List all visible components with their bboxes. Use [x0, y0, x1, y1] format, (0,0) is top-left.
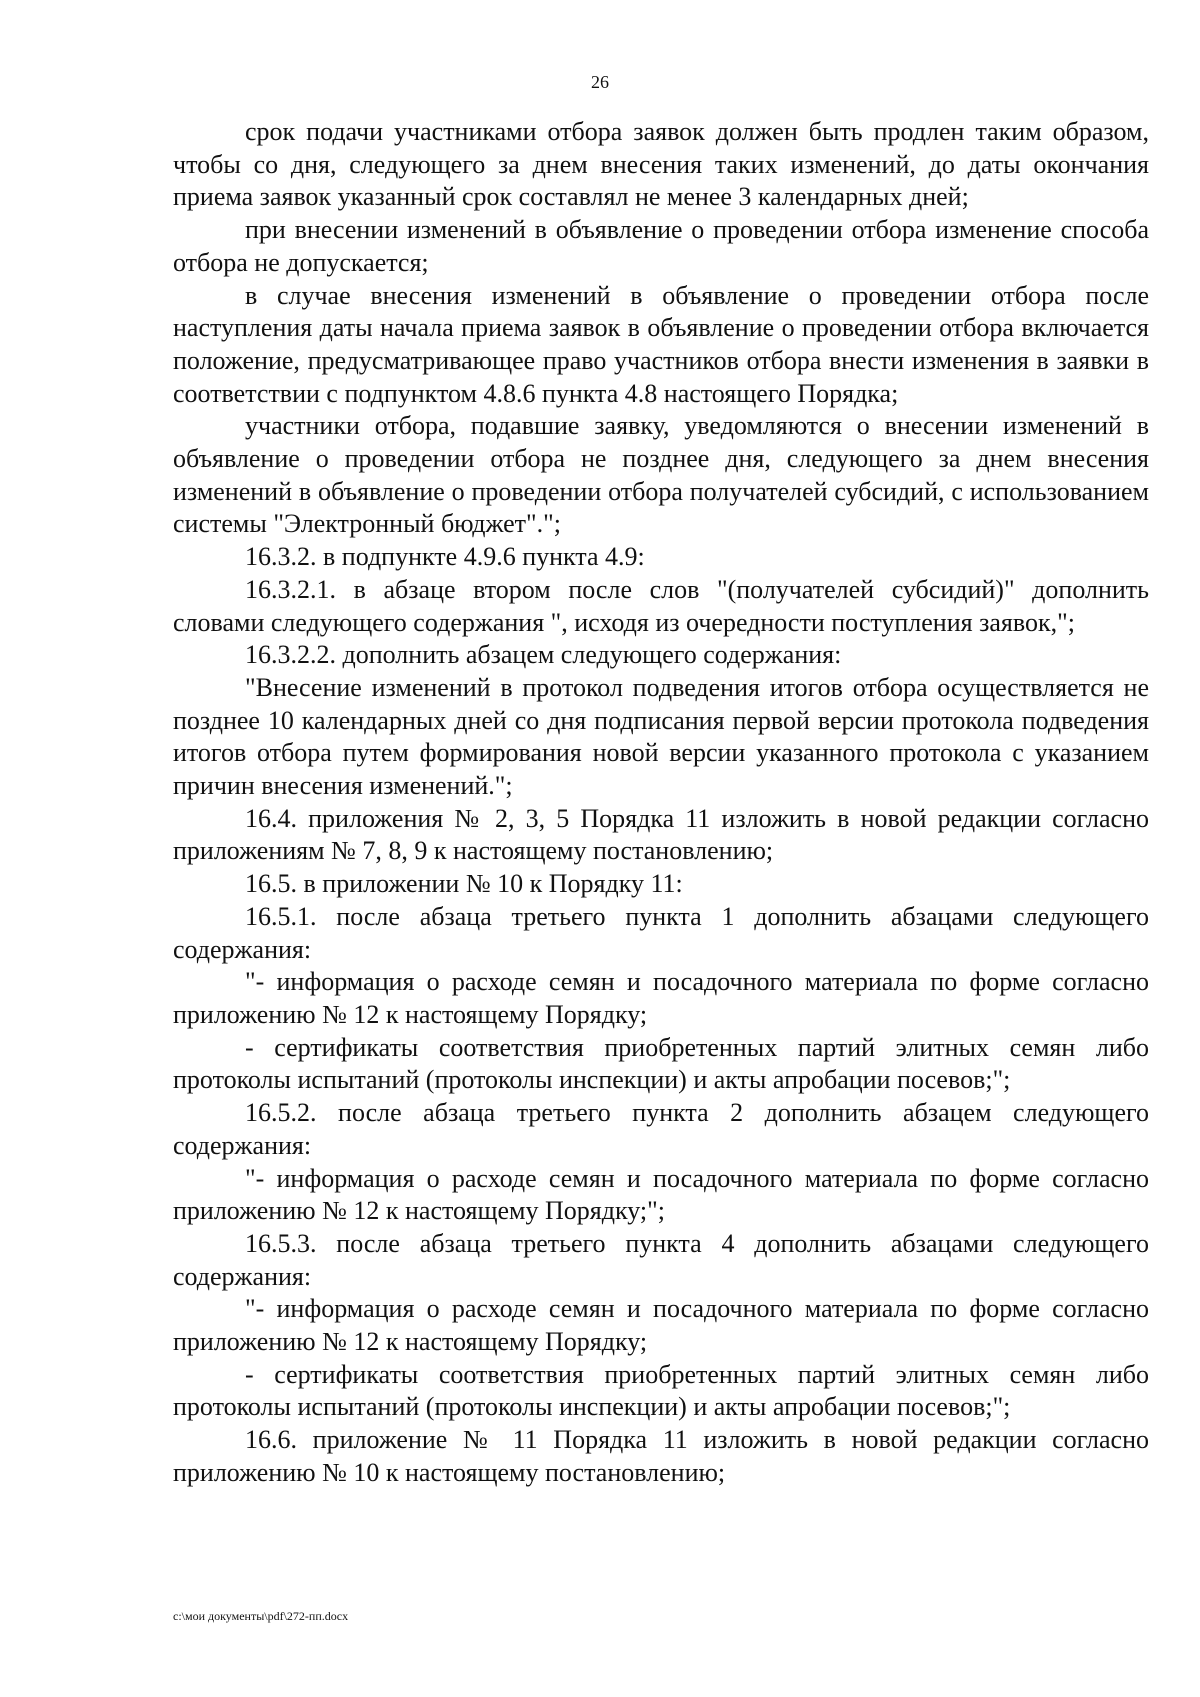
paragraph: 16.3.2.1. в абзаце втором после слов "(получателей субсидий)" дополнить словами следующего содержания ", исходя из очередности поступления заявок,";: [173, 574, 1149, 637]
paragraph: срок подачи участниками отбора заявок должен быть продлен таким образом, чтобы со дня, следующего за днем внесения таких изменений, до даты окончания приема заявок указанный срок составлял не менее 3 календарных дней;: [173, 117, 1149, 212]
footer-file-path: c:\мои документы\pdf\272-пп.docx: [173, 1609, 349, 1623]
paragraph: - сертификаты соответствия приобретенных партий элитных семян либо протоколы испытаний (протоколы инспекции) и акты апробации посевов;";: [173, 1032, 1149, 1095]
paragraph: участники отбора, подавшие заявку, уведомляются о внесении изменений в объявление о проведении отбора не позднее дня, следующего за днем внесения изменений в объявление о проведении отбора получателей субсидий, с использованием системы "Электронный бюджет".";: [173, 411, 1149, 539]
paragraph: 16.3.2. в подпункте 4.9.6 пункта 4.9:: [245, 542, 645, 572]
paragraph: "- информация о расходе семян и посадочного материала по форме согласно приложению № 12 к настоящему Порядку;: [173, 967, 1149, 1029]
paragraph: 16.4. приложения № 2, 3, 5 Порядка 11 изложить в новой редакции согласно приложениям № 7, 8, 9 к настоящему постановлению;: [173, 803, 1149, 866]
paragraph: 16.6. приложение № 11 Порядка 11 изложить в новой редакции согласно приложению № 10 к настоящему постановлению;: [173, 1425, 1149, 1487]
paragraph: "Внесение изменений в протокол подведения итогов отбора осуществляется не позднее 10 календарных дней со дня подписания первой версии протокола подведения итогов отбора путем формирования новой версии указанного протокола с указанием причин внесения изменений.";: [173, 672, 1149, 801]
paragraph: 16.5.2. после абзаца третьего пункта 2 дополнить абзацем следующего содержания:: [173, 1098, 1149, 1160]
paragraph: 16.5. в приложении № 10 к Порядку 11:: [245, 869, 683, 899]
paragraph: "- информация о расходе семян и посадочного материала по форме согласно приложению № 12 к настоящему Порядку;: [173, 1294, 1149, 1357]
paragraph: - сертификаты соответствия приобретенных партий элитных семян либо протоколы испытаний (протоколы инспекции) и акты апробации посевов;";: [173, 1359, 1149, 1422]
paragraph: при внесении изменений в объявление о проведении отбора изменение способа отбора не допускается;: [173, 215, 1149, 277]
paragraph: 16.5.3. после абзаца третьего пункта 4 дополнить абзацами следующего содержания:: [173, 1228, 1149, 1291]
page-number: 26: [591, 72, 609, 92]
paragraph: 16.5.1. после абзаца третьего пункта 1 дополнить абзацами следующего содержания:: [173, 901, 1149, 964]
paragraph: в случае внесения изменений в объявление о проведении отбора после наступления даты начала приема заявок в объявление о проведении отбора включается положение, предусматривающее право участников отбора внести изменения в заявки в соответствии с подпунктом 4.8.6 пункта 4.8 настоящего Порядка;: [173, 280, 1149, 408]
paragraph: "- информация о расходе семян и посадочного материала по форме согласно приложению № 12 к настоящему Порядку;";: [173, 1163, 1149, 1226]
paragraph: 16.3.2.2. дополнить абзацем следующего содержания:: [245, 640, 842, 670]
document-body: [173, 116, 1149, 1490]
